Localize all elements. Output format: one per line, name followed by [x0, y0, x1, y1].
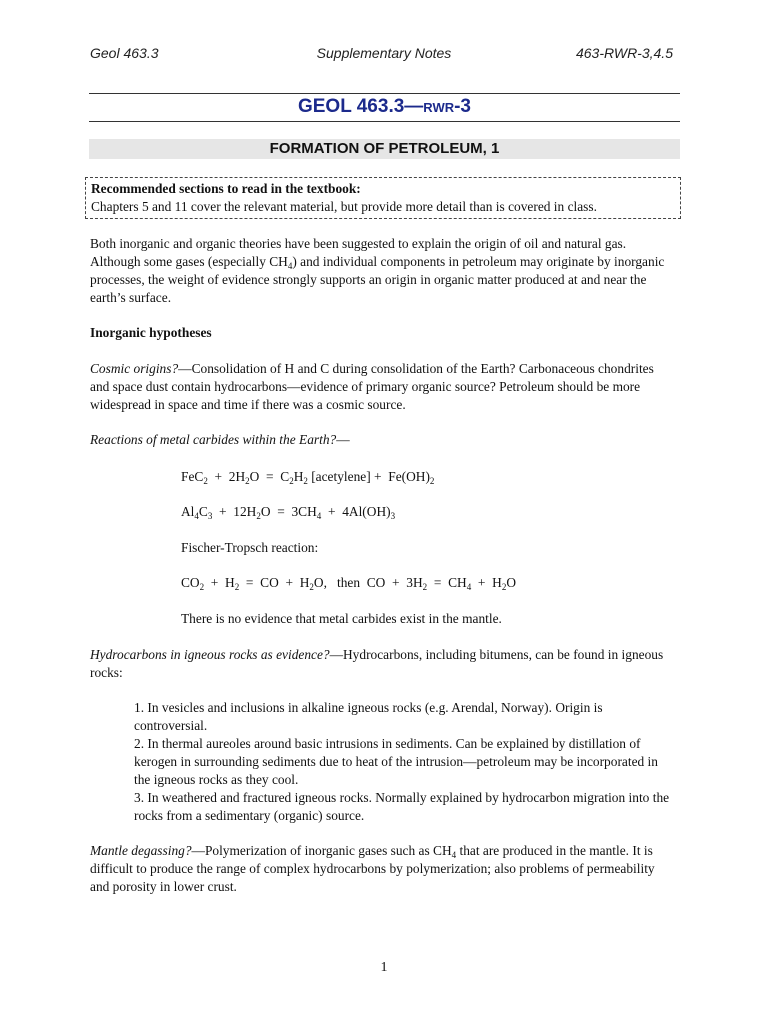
igneous-paragraph: Hydrocarbons in igneous rocks as evidence?—Hydrocarbons, including bitumens, can be found in igneous rocks: [90, 647, 664, 680]
list-item: 1. In vesicles and inclusions in alkaline igneous rocks (e.g. Arendal, Norway). Origin is controversial. [134, 700, 603, 733]
page-number: 1 [380, 960, 388, 975]
header-course: Geol 463.3 [90, 45, 159, 61]
fischer-tropsch-label: Fischer-Tropsch reaction: [181, 540, 319, 555]
document-title: GEOL 463.3—RWR-3 [297, 96, 472, 117]
equation-fischer-tropsch: $CO_2 + H_2$ = CO + $H_2O$, then CO + $3H_2 = CH_4 + H_2O$ [181, 575, 516, 592]
equation-fec2: $FeC_2 + 2H_2O = C_2H_2$ [acetylene] + $Fe(OH)_2$ [181, 469, 435, 486]
title-bottom-rule [89, 121, 680, 122]
cosmic-paragraph: Cosmic origins?—Consolidation of H and C during consolidation of the Earth? Carbonaceous chondrites and space dust contain hydrocarbons—evidence of primary organic source? Petroleum should be more widespread in space and time if there was a cosmic source. [90, 361, 654, 412]
header-title: Supplementary Notes [316, 45, 452, 61]
recommended-body: Chapters 5 and 11 cover the relevant material, but provide more detail than is covered in class. [91, 199, 597, 214]
equation-al4c3: $Al_4C_3 + 12H_2O = 3CH_4 + 4Al(OH)_3$ [181, 504, 396, 521]
igneous-evidence-list [134, 699, 674, 825]
recommended-heading: Recommended sections to read in the textbook: [91, 181, 361, 196]
section-title: FORMATION OF PETROLEUM, 1 [89, 139, 680, 159]
carbides-paragraph: Reactions of metal carbides within the Earth?— [90, 432, 350, 447]
list-item: 2. In thermal aureoles around basic intrusions in sediments. Can be explained by distillation of kerogen in surrounding sediments due to heat of the intrusion—petroleum may be incorporated in the igneous rocks as they cool. [134, 736, 658, 787]
header-code: 463-RWR-3,4.5 [575, 45, 673, 61]
inorganic-heading: Inorganic hypotheses [90, 325, 212, 340]
no-evidence-note: There is no evidence that metal carbides exist in the mantle. [181, 611, 502, 626]
list-item: 3. In weathered and fractured igneous rocks. Normally explained by hydrocarbon migration into the rocks from a sedimentary (organic) source. [134, 790, 670, 823]
title-top-rule [89, 93, 680, 94]
mantle-paragraph: Mantle degassing?—Polymerization of inorganic gases such as $CH_4$ that are produced in the mantle. It is difficult to produce the range of complex hydrocarbons by polymerization; also problems of permeability and porosity in lower crust. [90, 843, 655, 894]
recommended-reading-box [85, 177, 681, 219]
intro-paragraph: Both inorganic and organic theories have been suggested to explain the origin of oil and natural gas. Although some gases (especially $CH_4$) and individual components in petroleum may originate by inorganic processes, the weight of evidence strongly supports an origin in organic matter produced at and near the earth’s surface. [90, 236, 665, 305]
